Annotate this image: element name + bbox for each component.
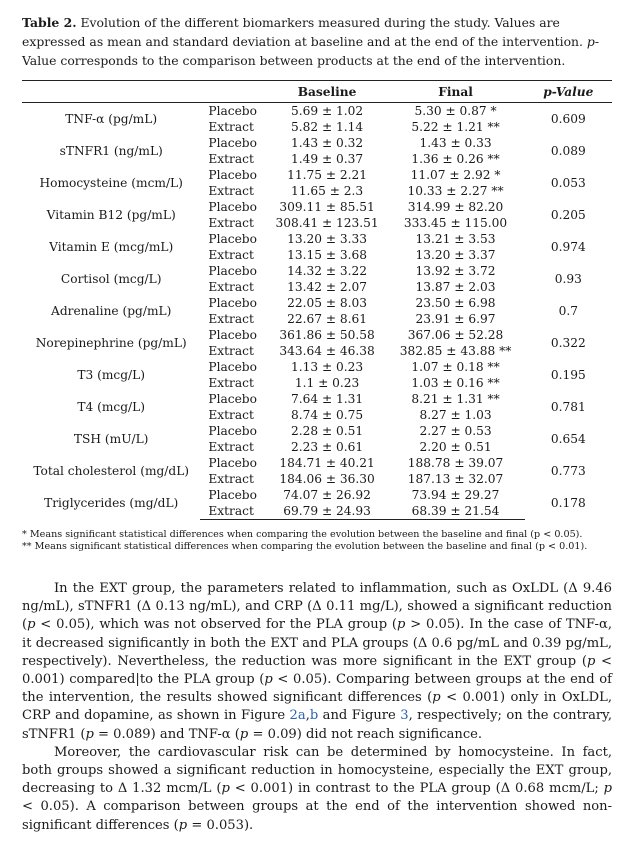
final-cell: 11.07 ± 2.92 * [410,168,501,182]
text-segment: , respectively; on the contrary, sTNFR1 ( [22,708,612,742]
paragraph-inflammation [22,580,612,744]
text-segment: = 0.09) did not reach significance. [248,726,483,742]
final-cell: 23.50 ± 6.98 [415,296,496,310]
table-row [22,135,612,151]
paragraph-homocysteine [22,744,612,835]
final-cell: 10.33 ± 2.27 ** [407,184,504,198]
final-cell: 68.39 ± 21.54 [387,503,525,520]
p-value-cell: 0.089 [550,144,586,158]
biomarker-table [22,80,612,520]
p-value-cell: 0.773 [550,464,586,478]
baseline-cell: 69.79 ± 24.93 [268,503,387,520]
text-segment: < 0.001) only in OxLDL, CRP and dopamine, as shown in Figure [22,690,612,724]
header-biomarker [22,81,200,103]
biomarker-name: Vitamin B12 (pg/mL) [46,208,176,222]
p-value-cell: 0.609 [550,112,586,126]
figure-link[interactable]: b [309,708,319,724]
footnote-single-star: * Means significant statistical differences when comparing the evolution between the baseline and final (p < 0.05). [22,529,583,540]
biomarker-name: sTNFR1 (ng/mL) [59,144,163,158]
baseline-cell: 13.20 ± 3.33 [287,232,368,246]
biomarker-name: Triglycerides (mg/dL) [44,496,179,511]
italic-p: p [397,617,406,633]
group-cell: Placebo [208,168,257,182]
final-cell: 314.99 ± 82.20 [407,200,504,214]
baseline-cell: 343.64 ± 46.38 [279,344,375,358]
table-label: Table 2. [22,15,77,30]
text-segment: In the EXT group, the parameters related to inflammation, such as OxLDL (Δ 9.46 ng/mL), sTNFR1 (Δ 0.13 ng/mL), and CRP (Δ 0.11 mg/L), showed a significant reduction ( [22,581,612,633]
table-row [22,391,612,407]
final-cell: 333.45 ± 115.00 [403,216,508,230]
group-cell: Extract [208,248,254,262]
table-row [22,487,612,503]
final-cell: 8.27 ± 1.03 [419,408,492,422]
group-cell: Placebo [208,232,257,246]
baseline-cell: 13.15 ± 3.68 [287,248,368,262]
group-cell: Placebo [208,264,257,278]
baseline-cell: 361.86 ± 50.58 [279,328,375,342]
final-cell: 1.07 ± 0.18 ** [411,360,500,374]
text-segment: and Figure [318,708,401,724]
baseline-cell: 1.43 ± 0.32 [290,136,364,150]
baseline-cell: 2.28 ± 0.51 [290,424,364,438]
final-cell: 2.20 ± 0.51 [419,440,492,454]
baseline-cell: 13.42 ± 2.07 [287,280,368,294]
table-row [22,359,612,375]
group-cell: Placebo [208,488,257,502]
baseline-cell: 309.11 ± 85.51 [279,200,375,214]
italic-p: p [85,726,94,742]
final-cell: 8.21 ± 1.31 ** [411,392,500,406]
table-row [22,423,612,439]
final-cell: 23.91 ± 6.97 [415,312,496,326]
table-row [22,199,612,215]
italic-p: p [178,817,188,833]
baseline-cell: 14.32 ± 3.22 [287,264,368,278]
text-segment: = 0.053). [187,817,254,833]
p-value-cell: 0.781 [550,400,586,414]
text-segment: < 0.05). Comparing between groups at the end of the intervention, the results showed significant differences ( [22,672,612,706]
group-cell: Extract [208,344,254,358]
biomarker-name: Vitamin E (mcg/mL) [49,240,174,254]
text-segment: < 0.05), which was not observed for the PLA group ( [35,617,398,633]
group-cell: Extract [208,376,254,390]
header-baseline: Baseline [268,81,387,103]
group-cell: Extract [208,216,254,230]
final-cell: 13.92 ± 3.72 [415,264,496,278]
caption-text-2: -Value corresponds to the comparison between products at the end of the intervention. [22,34,600,68]
final-cell: 5.22 ± 1.21 ** [411,120,500,134]
table-header-row [22,81,612,103]
table-row [22,327,612,343]
final-cell: 5.30 ± 0.87 * [414,104,497,118]
group-cell: Extract [208,312,254,326]
group-cell: Placebo [208,360,257,374]
table-row [22,455,612,471]
baseline-cell: 11.75 ± 2.21 [287,168,368,182]
table-row [22,103,612,120]
baseline-cell: 1.13 ± 0.23 [290,360,364,374]
biomarker-name: Adrenaline (pg/mL) [51,304,172,318]
baseline-cell: 1.1 ± 0.23 [294,376,360,390]
table-caption [22,13,612,70]
text-segment: = 0.089) and TNF-α ( [93,726,240,742]
group-cell: Placebo [208,424,257,438]
header-p-value-text: p-Value [543,84,594,99]
italic-p: p [432,690,441,706]
final-cell: 187.13 ± 32.07 [407,472,504,486]
final-cell: 2.27 ± 0.53 [419,424,492,438]
baseline-cell: 308.41 ± 123.51 [275,216,379,230]
baseline-cell: 2.23 ± 0.61 [290,440,364,454]
group-cell: Extract [208,152,254,166]
baseline-cell: 184.71 ± 40.21 [279,456,375,470]
p-value-cell: 0.654 [550,432,586,446]
italic-p: p [264,672,273,688]
group-cell: Placebo [208,456,257,470]
baseline-cell: 184.06 ± 36.30 [279,472,375,486]
table-footnotes [22,529,622,553]
group-cell: Placebo [208,392,257,406]
table-row [22,231,612,247]
figure-link[interactable]: 3 [400,708,409,724]
group-cell: Extract [200,503,267,520]
final-cell: 1.36 ± 0.26 ** [411,152,500,166]
p-value-cell: 0.322 [550,336,586,350]
group-cell: Extract [208,408,254,422]
biomarker-name: T4 (mcg/L) [77,400,146,414]
table-row [22,263,612,279]
final-cell: 13.87 ± 2.03 [415,280,496,294]
biomarker-name: Norepinephrine (pg/mL) [35,336,187,350]
final-cell: 73.94 ± 29.27 [411,488,500,502]
biomarker-name: Homocysteine (mcm/L) [39,176,183,190]
group-cell: Extract [208,472,254,486]
caption-text-1: Evolution of the different biomarkers measured during the study. Values are expressed as mean and standard deviation at baseline and at the end of the intervention. [22,15,587,49]
text-segment: Moreover, the cardiovascular risk can be determined by homocysteine. In fact, both groups showed a significant reduction in homocysteine, especially the EXT group, decreasing to Δ 1.32 mcm/L ( [22,744,612,797]
baseline-cell: 22.67 ± 8.61 [287,312,368,326]
header-group [200,81,267,103]
baseline-cell: 7.64 ± 1.31 [290,392,364,406]
group-cell: Extract [208,280,254,294]
group-cell: Placebo [208,104,257,118]
table-row [22,167,612,183]
italic-p: p [27,617,36,633]
p-value-cell: 0.205 [550,208,586,222]
header-final: Final [387,81,525,103]
final-cell: 382.85 ± 43.88 ** [399,344,512,358]
biomarker-name: TNF-α (pg/mL) [65,112,158,126]
biomarker-name: Total cholesterol (mg/dL) [33,464,190,478]
footnote-double-star: ** Means significant statistical differences when comparing the evolution between the baseline and final (p < 0.01). [22,541,588,552]
p-value-cell: 0.93 [554,272,582,286]
italic-p: p [586,653,596,669]
group-cell: Extract [208,440,254,454]
final-cell: 367.06 ± 52.28 [407,328,504,342]
p-value-cell: 0.178 [550,496,586,511]
group-cell: Placebo [208,296,257,310]
baseline-cell: 22.05 ± 8.03 [287,296,368,310]
baseline-cell: 5.82 ± 1.14 [290,120,364,134]
text-segment: , [305,708,310,724]
biomarker-name: Cortisol (mcg/L) [60,272,162,286]
baseline-cell: 74.07 ± 26.92 [283,488,371,502]
figure-link[interactable]: 2a [289,708,306,724]
p-value-cell: 0.195 [550,368,586,382]
baseline-cell: 8.74 ± 0.75 [290,408,364,422]
p-value-cell: 0.053 [550,176,586,190]
baseline-cell: 5.69 ± 1.02 [290,104,364,118]
final-cell: 1.43 ± 0.33 [419,136,492,150]
group-cell: Placebo [208,136,257,150]
p-value-cell: 0.974 [550,240,586,254]
italic-p: p [603,781,612,797]
final-cell: 188.78 ± 39.07 [407,456,504,470]
group-cell: Placebo [208,200,257,214]
final-cell: 1.03 ± 0.16 ** [411,376,500,390]
text-segment: > 0.05). In the case of TNF-α, it decreased significantly in both the EXT and PLA groups (Δ 0.6 pg/mL and 0.39 pg/mL, respectively). Nevertheless, the reduction was more significant in the EXT group ( [22,617,612,669]
caption-p: p [586,34,595,49]
group-cell: Extract [208,184,254,198]
p-value-cell: 0.7 [558,304,578,318]
table-row [22,295,612,311]
biomarker-name: T3 (mcg/L) [77,368,146,382]
final-cell: 13.20 ± 3.37 [415,248,496,262]
header-p-value [525,81,612,103]
baseline-cell: 11.65 ± 2.3 [290,184,364,198]
text-segment: < 0.001) in contrast to the PLA group (Δ 0.68 mcm/L; [229,781,604,797]
final-cell: 13.21 ± 3.53 [415,232,496,246]
text-segment: < 0.001) compared|to the PLA group ( [22,653,612,688]
italic-p: p [239,726,249,742]
group-cell: Placebo [208,328,257,342]
group-cell: Extract [208,120,254,134]
body-text [22,580,612,835]
italic-p: p [221,781,230,797]
biomarker-name: TSH (mU/L) [73,432,149,446]
baseline-cell: 1.49 ± 0.37 [290,152,364,166]
text-segment: < 0.05). A comparison between groups at the end of the intervention showed non-significant differences ( [22,799,612,833]
